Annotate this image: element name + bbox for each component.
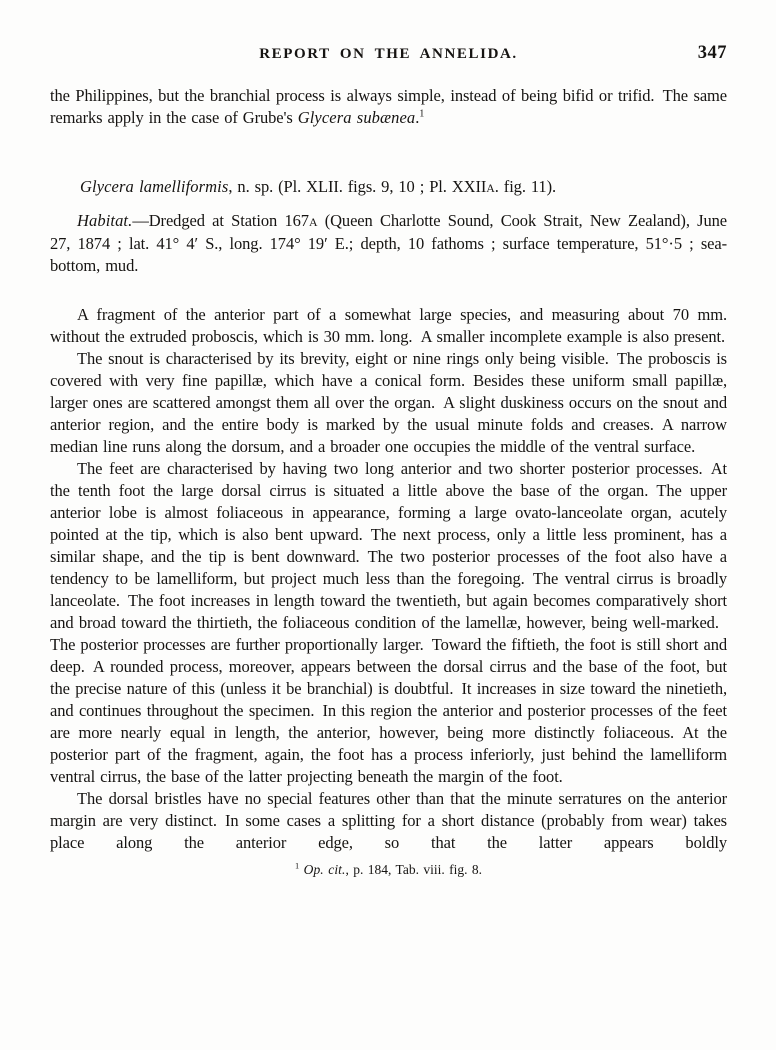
fragment-paragraph: A fragment of the anterior part of a somewhat large species, and measuring about 70 mm. without the extruded proboscis, which is 30 mm. long. A smaller incomplete example is also present.	[50, 305, 727, 346]
footnote: $^1$ Op. cit., p. 184, Tab. viii. fig. 8.	[295, 861, 482, 877]
page-number: 347	[697, 43, 727, 63]
feet-paragraph: The feet are characterised by having two long anterior and two shorter posterior processes. At the tenth foot the large dorsal cirrus is situated a little above the base of the organ. The upper anterior lobe is almost foliaceous in appearance, forming a large ovato-lanceolate organ, acutely pointed at the tip, which is also bent upward. The next process, only a little less prominent, has a similar shape, and the tip is bent downward. The two posterior processes of the foot also have a tendency to be lamelliform, but project much less than the foregoing. The ventral cirrus is broadly lanceolate. The foot increases in length toward the twentieth, but again becomes comparatively short and broad toward the thirtieth, the foliaceous condition of the lamellæ, however, being well-marked. The posterior processes are further proportionally larger. Toward the fiftieth, the foot is still short and deep. A rounded process, moreover, appears between the dorsal cirrus and the base of the foot, but the precise nature of this (unless it be branchial) is doubtful. It increases in size toward the ninetieth, and continues throughout the specimen. In this region the anterior and posterior processes of the feet are more nearly equal in length, the anterior, however, being more distinctly foliaceous. At the posterior part of the fragment, again, the foot has a process inferiorly, just behind the lamelliform ventral cirrus, the base of the latter projecting beneath the margin of the foot.	[50, 459, 727, 786]
continuation-paragraph: the Philippines, but the branchial process is always simple, instead of being bifid or trifid. The same remarks apply in the case of Grube's Glycera subænea.$^1$	[50, 86, 727, 127]
paragraph-list	[50, 85, 727, 854]
species-heading: Glycera lamelliformis, n. sp. (Pl. XLII. figs. 9, 10 ; Pl. XXIIA. fig. 11).	[80, 177, 556, 196]
snout-paragraph: The snout is characterised by its brevity, eight or nine rings only being visible. The proboscis is covered with very fine papillæ, which have a conical form. Besides these uniform small papillæ, larger ones are scattered amongst them all over the organ. A slight duskiness occurs on the snout and anterior region, and the entire body is marked by the usual minute folds and creases. A narrow median line runs along the dorsum, and a broader one occupies the middle of the ventral surface.	[50, 349, 727, 456]
habitat-paragraph: Habitat.—Dredged at Station 167A (Queen Charlotte Sound, Cook Strait, New Zealand), June 27, 1874 ; lat. 41° 4′ S., long. 174° 19′ E.; depth, 10 fathoms ; surface temperature, 51°·5 ; sea-bottom, mud.	[50, 211, 727, 275]
bristles-paragraph: The dorsal bristles have no special features other than that the minute serratures on the anterior margin are very distinct. In some cases a splitting for a short distance (probably from wear) takes place along the anterior edge, so that the latter appears boldly	[50, 789, 727, 852]
page-header	[50, 44, 727, 64]
running-header: REPORT ON THE ANNELIDA.	[259, 46, 518, 62]
